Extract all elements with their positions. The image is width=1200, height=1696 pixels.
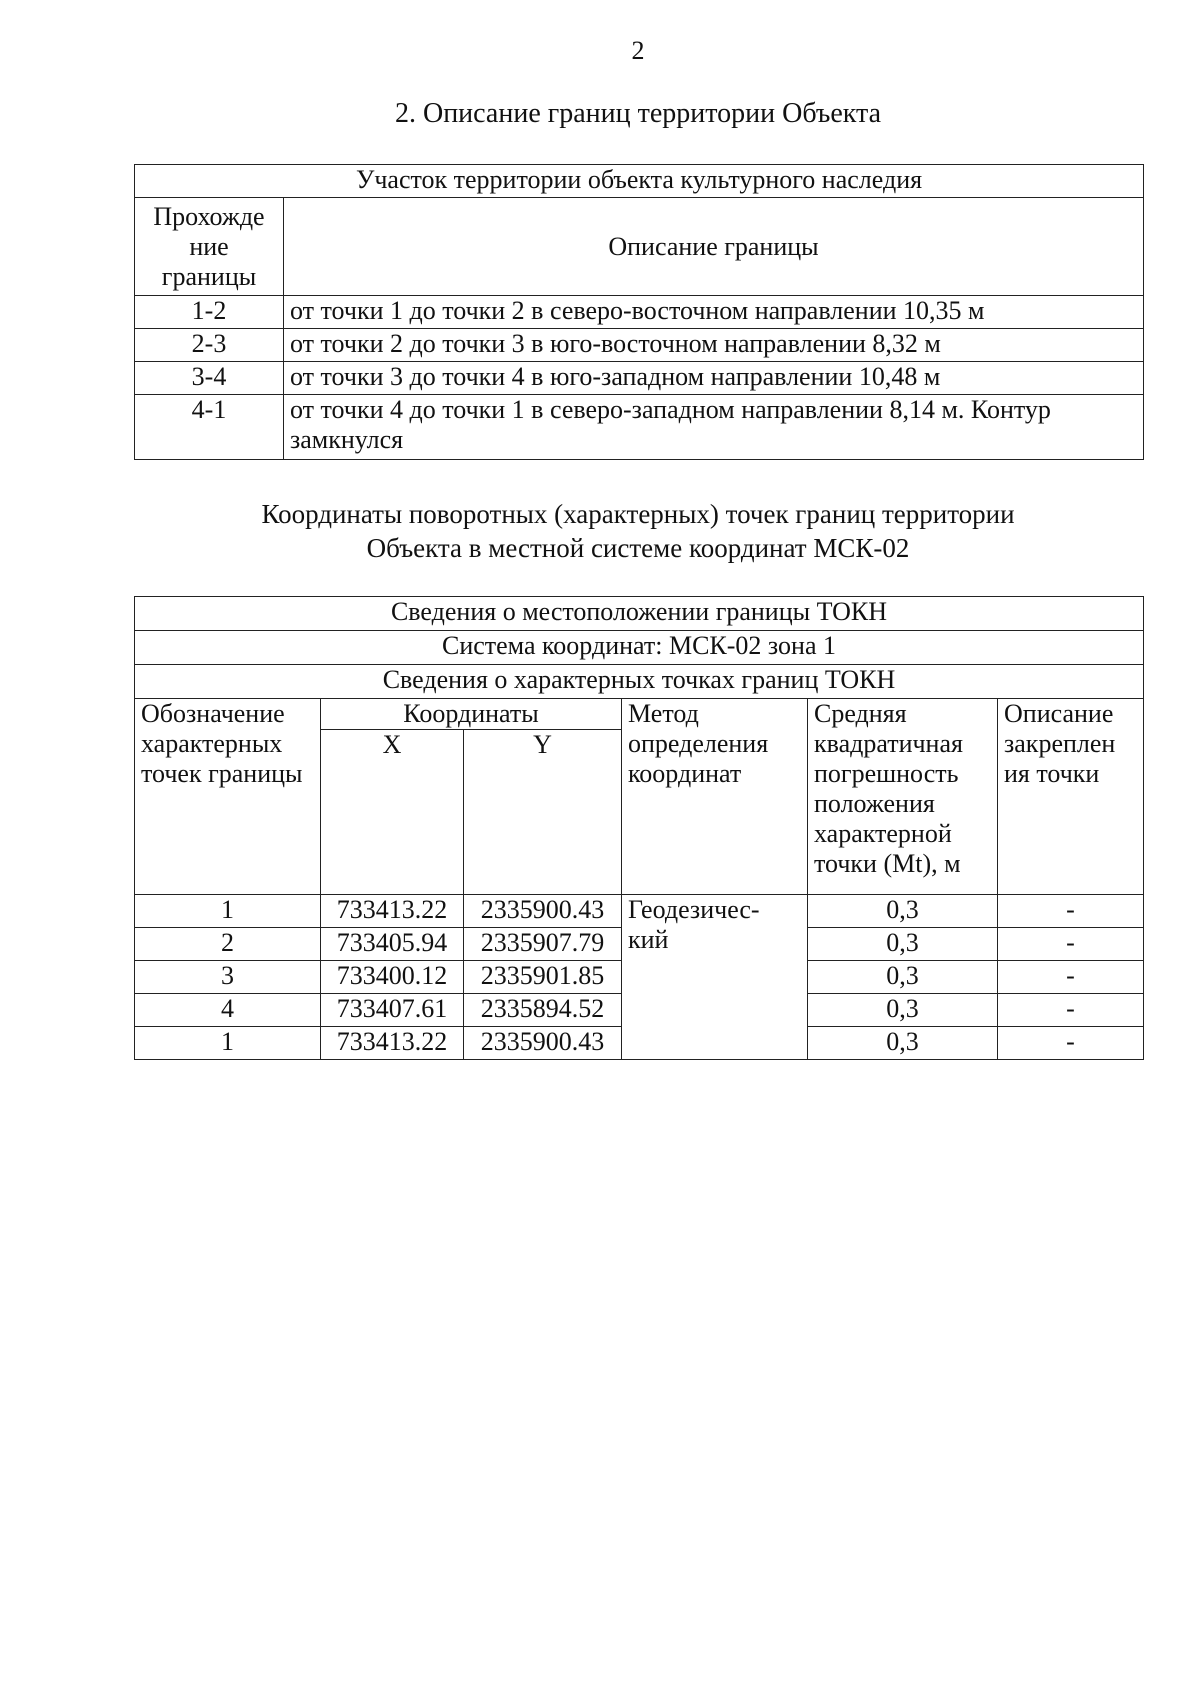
y-cell: 2335900.43 [464, 895, 622, 928]
x-cell: 733405.94 [321, 928, 464, 961]
description-cell: от точки 3 до точки 4 в юго-западном направлении 10,48 м [284, 362, 1144, 395]
boundary-table-header: Участок территории объекта культурного наследия [135, 165, 1144, 198]
coords-heading-line2: Объекта в местной системе координат МСК-02 [366, 533, 910, 563]
col-coords-header: Координаты [321, 699, 622, 730]
y-cell: 2335894.52 [464, 994, 622, 1027]
coords-table [134, 596, 1144, 1060]
x-cell: 733413.22 [321, 1027, 464, 1060]
y-cell: 2335901.85 [464, 961, 622, 994]
description-cell: от точки 2 до точки 3 в юго-восточном направлении 8,32 м [284, 329, 1144, 362]
y-cell: 2335900.43 [464, 1027, 622, 1060]
desc-cell: - [998, 928, 1144, 961]
table-row [135, 895, 1144, 928]
method-cell: Геодезичес- кий [622, 895, 808, 1060]
coords-heading [0, 497, 1200, 565]
boundary-table [134, 164, 1144, 460]
desc-cell: - [998, 994, 1144, 1027]
table-row [135, 329, 1144, 362]
col-y-header: Y [464, 730, 622, 895]
table-row [135, 395, 1144, 460]
coords-table-header3: Сведения о характерных точках границ ТОКН [135, 665, 1144, 699]
col-desc-header: Описание закреплен ия точки [998, 699, 1144, 895]
boundary-col-description: Описание границы [284, 198, 1144, 296]
desc-cell: - [998, 1027, 1144, 1060]
segment-cell: 2-3 [135, 329, 284, 362]
description-cell: от точки 1 до точки 2 в северо-восточном направлении 10,35 м [284, 296, 1144, 329]
section-title: 2. Описание границ территории Объекта [394, 98, 882, 129]
desc-cell: - [998, 895, 1144, 928]
y-cell: 2335907.79 [464, 928, 622, 961]
table-row [135, 296, 1144, 329]
segment-cell: 4-1 [135, 395, 284, 460]
description-cell: от точки 4 до точки 1 в северо-западном направлении 8,14 м. Контур замкнулся [284, 395, 1144, 460]
coords-heading-line1: Координаты поворотных (характерных) точек границ территории [261, 499, 1015, 529]
desc-cell: - [998, 961, 1144, 994]
point-cell: 3 [135, 961, 321, 994]
coords-table-header2: Система координат: МСК-02 зона 1 [135, 631, 1144, 665]
col-point-header: Обозначение характерных точек границы [135, 699, 321, 895]
coords-table-header1: Сведения о местоположении границы ТОКН [135, 597, 1144, 631]
point-cell: 4 [135, 994, 321, 1027]
error-cell: 0,3 [808, 961, 998, 994]
segment-cell: 3-4 [135, 362, 284, 395]
boundary-col-segment: Прохожде ние границы [135, 198, 284, 296]
page-number: 2 [631, 36, 645, 65]
col-method-header: Метод определения координат [622, 699, 808, 895]
table-row [135, 362, 1144, 395]
x-cell: 733400.12 [321, 961, 464, 994]
col-x-header: X [321, 730, 464, 895]
x-cell: 733413.22 [321, 895, 464, 928]
col-error-header: Средняя квадратичная погрешность положения характерной точки (Mt), м [808, 699, 998, 895]
error-cell: 0,3 [808, 928, 998, 961]
error-cell: 0,3 [808, 994, 998, 1027]
x-cell: 733407.61 [321, 994, 464, 1027]
point-cell: 1 [135, 1027, 321, 1060]
error-cell: 0,3 [808, 895, 998, 928]
point-cell: 2 [135, 928, 321, 961]
segment-cell: 1-2 [135, 296, 284, 329]
error-cell: 0,3 [808, 1027, 998, 1060]
point-cell: 1 [135, 895, 321, 928]
